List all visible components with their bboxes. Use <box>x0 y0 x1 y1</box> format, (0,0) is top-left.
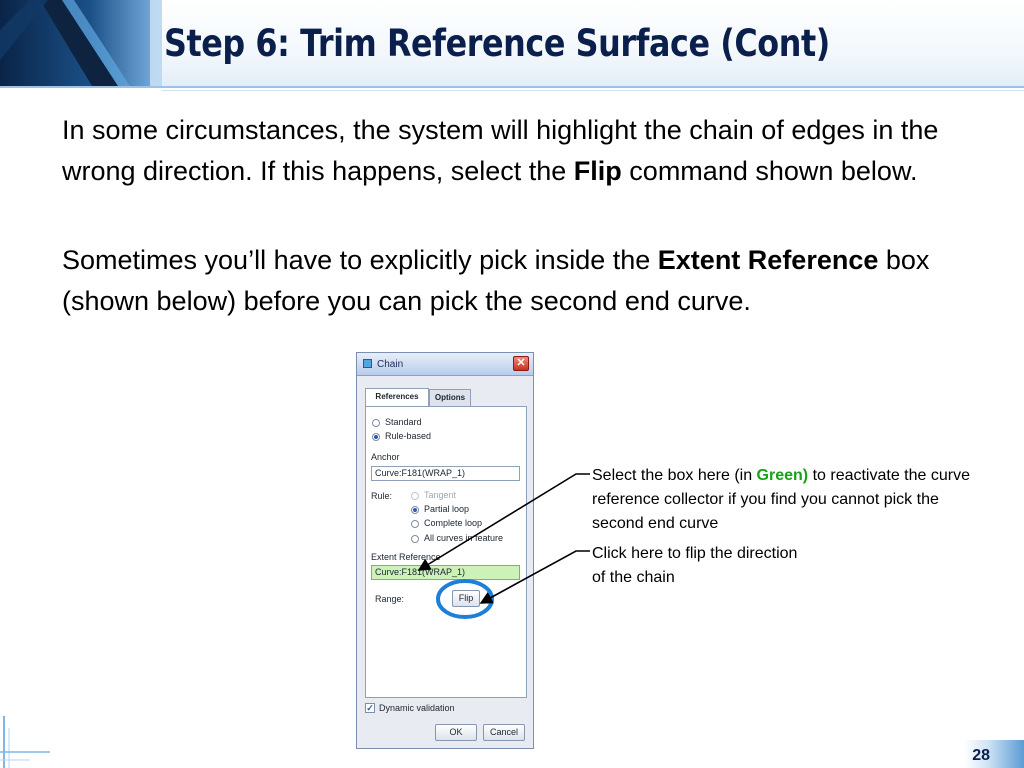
paragraph-text: In some circumstances, the system will highlight the chain of edges in the wrong direction. If this happens, select the <box>62 115 939 186</box>
radio-complete-loop-label: Complete loop <box>424 518 483 528</box>
radio-rule-based-label: Rule-based <box>385 431 432 441</box>
tab-options[interactable]: Options <box>429 389 471 406</box>
dynamic-validation-checkbox[interactable]: ✓ <box>366 703 374 713</box>
radio-all-curves-label: All curves in feature <box>424 533 504 543</box>
tab-references[interactable]: References <box>365 388 429 407</box>
extent-reference-field[interactable]: Curve:F181(WRAP_1) <box>371 565 520 580</box>
callout-text: to reactivate the curve reference collector if you find you cannot pick the second end curve <box>592 467 970 532</box>
paragraph-text: Sometimes you’ll have to explicitly pick inside the <box>62 245 658 275</box>
rule-label: Rule: <box>371 491 393 501</box>
range-label: Range: <box>375 594 405 604</box>
radio-tangent-label: Tangent <box>424 490 457 500</box>
flip-button[interactable]: Flip <box>452 590 480 607</box>
page-number: 28 <box>972 747 990 764</box>
slide-title: Step 6: Trim Reference Surface (Cont) <box>164 22 830 65</box>
close-icon[interactable]: ✕ <box>513 356 529 371</box>
radio-standard-label: Standard <box>385 417 422 427</box>
callout-text: Select the box here (in <box>592 467 757 484</box>
anchor-label: Anchor <box>371 452 400 462</box>
dialog-title: Chain <box>377 359 404 370</box>
paragraph-text: command shown below. <box>621 156 918 186</box>
radio-partial-loop-label: Partial loop <box>424 504 470 514</box>
paragraph-text: box (shown below) before you can pick the second end curve. <box>62 245 930 316</box>
dynamic-validation-label: Dynamic validation <box>379 703 455 713</box>
callout-flip: Click here to flip the direction of the chain <box>592 545 798 586</box>
callout-green-word: Green) <box>756 467 809 484</box>
extent-reference-label: Extent Reference <box>371 552 441 562</box>
cancel-button[interactable]: Cancel <box>483 724 525 741</box>
ok-button[interactable]: OK <box>435 724 477 741</box>
anchor-field[interactable]: Curve:F181(WRAP_1) <box>371 466 520 481</box>
paragraph-bold: Extent Reference <box>657 245 879 275</box>
paragraph-bold: Flip <box>573 156 622 186</box>
